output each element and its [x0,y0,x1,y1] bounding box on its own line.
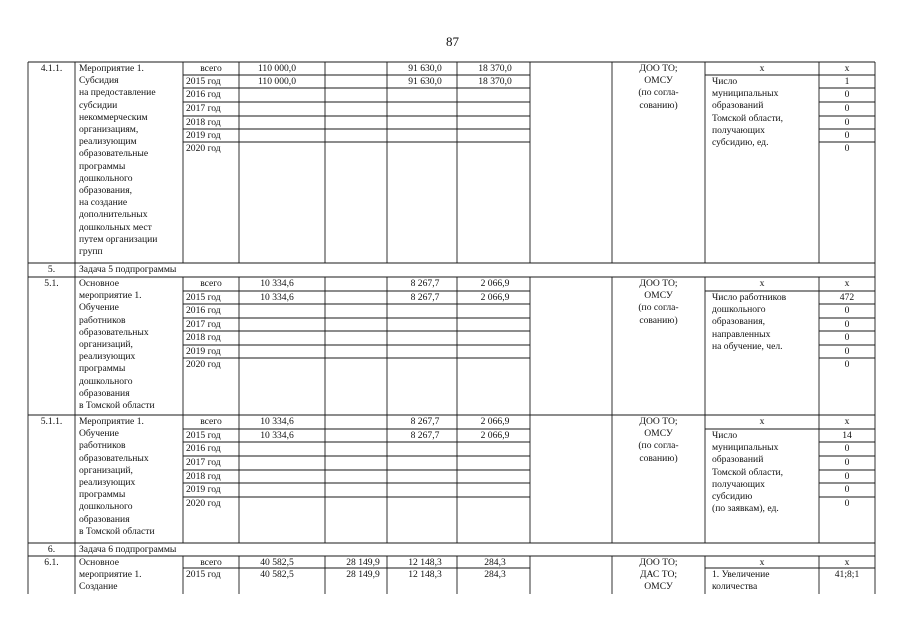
period-label: всего [200,277,222,289]
indicator-value: 1 [844,75,850,87]
indicator-line: дошкольного [712,304,766,316]
indicator-value: 0 [844,318,850,330]
executor-line: ОМСУ [644,75,673,87]
indicator-line: муниципальных [712,442,779,454]
indicator-value: x [844,277,850,289]
event-name-line: образования [79,513,130,525]
indicator-line: получающих [712,124,765,136]
indicator-value: 0 [844,88,850,100]
amount-total: 110 000,0 [257,62,297,74]
row-number: 5.1. [44,278,59,289]
indicator-line: муниципальных [712,88,779,100]
indicator-value: 0 [844,470,850,482]
row-number: 4.1.1. [40,63,63,74]
executor-line: ДОО ТО; [639,557,678,568]
event-name-line: программы [79,489,126,501]
indicator-value: x [844,62,850,74]
executor-line: (по согла- [638,87,679,99]
event-name-line: организаций, [79,339,133,350]
period-label: 2020 год [186,497,221,509]
event-name-line: путем организации [79,233,158,245]
indicator-value: 0 [844,358,850,370]
indicator-line: Число [712,430,738,441]
indicator-value: 0 [844,102,850,114]
amount-local: 2 066,9 [480,291,510,303]
event-name-line: в Томской области [79,525,155,537]
indicator-line: Число [712,76,738,87]
event-name-line: образовательных [79,452,149,464]
amount-regional: 91 630,0 [408,75,442,87]
period-label: всего [200,556,222,568]
executor-line: сованию) [639,99,678,111]
event-name-line: образования, [79,185,133,196]
event-name-line: Создание [79,581,118,593]
event-name-line: образования [79,387,130,399]
indicator-value: 0 [844,483,850,495]
row-number: 5.1.1. [40,416,63,427]
event-name-line: реализующих [79,477,136,488]
page-number: 87 [446,34,459,49]
indicator-value: 0 [844,497,850,509]
event-name-line: Основное [79,278,119,289]
row-number: 6.1. [44,557,59,568]
period-label: 2015 год [186,75,221,87]
event-name-line: программы [79,160,126,172]
event-name-line: Мероприятие 1. [79,63,144,74]
event-name-line: дошкольного [79,501,133,513]
indicator-line: 1. Увеличение [712,569,770,580]
amount-regional: 12 148,3 [408,556,442,568]
period-label: 2016 год [186,304,221,316]
event-name-line: мероприятие 1. [79,290,142,302]
period-label: 2017 год [186,318,221,330]
event-name-line: реализующих [79,351,136,363]
executor-line: сованию) [639,452,678,464]
period-label: 2017 год [186,102,221,114]
executor-line: (по согла- [638,302,679,314]
amount-total: 10 334,6 [260,415,294,427]
indicator-placeholder: x [759,62,765,74]
event-name-line: на создание [79,197,128,209]
indicator-line: Томской области, [712,466,784,478]
event-name-line: реализующим [79,136,137,148]
amount-local: 18 370,0 [478,62,512,74]
event-name-line: субсидии [79,99,118,111]
period-label: 2016 год [186,88,221,100]
indicator-value: x [844,556,850,568]
indicator-line: получающих [712,478,765,490]
executor-line: сованию) [639,314,678,326]
amount-total: 40 582,5 [260,556,294,568]
indicator-value: 0 [844,129,850,141]
period-label: 2018 год [186,331,221,343]
period-label: 2017 год [186,456,221,468]
amount-regional: 91 630,0 [408,62,442,74]
event-name-line: работников [79,440,126,452]
amount-regional: 12 148,3 [408,568,442,580]
event-name-line: Обучение [79,302,119,314]
amount-regional: 8 267,7 [410,277,440,289]
period-label: 2015 год [186,568,221,580]
indicator-placeholder: x [759,415,765,427]
period-label: 2016 год [186,442,221,454]
period-label: 2019 год [186,129,221,141]
indicator-line: образований [712,100,764,112]
event-name-line: организациям, [79,124,139,135]
indicator-line: (по заявкам), ед. [712,503,779,515]
event-name-line: образовательных [79,326,149,338]
event-name-line: Мероприятие 1. [79,416,144,427]
amount-local: 2 066,9 [480,277,510,289]
task-number: 6. [47,544,56,555]
executor-line: ОМСУ [644,428,673,440]
task-label: Задача 5 подпрограммы [79,264,177,275]
executor-line: ДАС ТО; [639,569,678,581]
indicator-line: на обучение, чел. [712,340,783,352]
event-name-line: программы [79,363,126,375]
indicator-line: образования, [712,316,766,328]
amount-regional: 8 267,7 [410,429,440,441]
event-name-line: групп [79,246,103,257]
executor-line: (по согла- [638,440,679,452]
amount-local: 2 066,9 [480,429,510,441]
amount-total: 10 334,6 [260,277,294,289]
indicator-value: 0 [844,142,850,154]
period-label: 2019 год [186,345,221,357]
indicator-line: Число работников [712,292,787,303]
event-name-line: Обучение [79,428,119,440]
task-label: Задача 6 подпрограммы [79,544,177,555]
executor-line: ДОО ТО; [639,63,678,74]
event-name-line: Субсидия [79,75,119,87]
amount-local: 2 066,9 [480,415,510,427]
event-name-line: организаций, [79,464,133,476]
amount-total: 10 334,6 [260,291,294,303]
event-name-line: мероприятие 1. [79,569,142,581]
indicator-value: 0 [844,116,850,128]
executor-line: ДОО ТО; [639,416,678,427]
event-name-line: образовательные [79,148,149,160]
amount-regional: 8 267,7 [410,415,440,427]
period-label: 2018 год [186,470,221,482]
event-name-line: на предоставление [79,87,156,99]
indicator-placeholder: x [759,556,765,568]
indicator-line: образований [712,454,764,466]
amount-total: 10 334,6 [260,429,294,441]
indicator-value: 0 [844,345,850,357]
indicator-line: субсидию [712,491,753,502]
executor-line: ДОО ТО; [639,278,678,289]
amount-local: 284,3 [484,568,506,580]
indicator-value: 472 [839,291,855,303]
period-label: 2018 год [186,116,221,128]
indicator-value: 14 [842,429,852,441]
event-name-line: работников [79,314,126,326]
indicator-value: x [844,415,850,427]
indicator-value: 0 [844,442,850,454]
indicator-line: направленных [712,328,771,340]
event-name-line: Основное [79,557,119,568]
indicator-line: Томской области, [712,112,784,124]
indicator-value: 0 [844,456,850,468]
event-name-line: дошкольного [79,375,133,387]
period-label: 2015 год [186,429,221,441]
amount-local: 284,3 [484,556,506,568]
period-label: 2015 год [186,291,221,303]
indicator-placeholder: x [759,277,765,289]
period-label: всего [200,415,222,427]
indicator-line: субсидию, ед. [712,137,769,148]
period-label: 2020 год [186,142,221,154]
amount-federal: 28 149,9 [346,556,380,568]
executor-line: ОМСУ [644,581,673,593]
event-name-line: некоммерческим [79,111,148,123]
indicator-value: 0 [844,331,850,343]
indicator-value: 41;8;1 [834,568,860,580]
task-number: 5. [47,264,56,275]
event-name-line: дошкольных мест [79,221,152,233]
amount-local: 18 370,0 [478,75,512,87]
executor-line: ОМСУ [644,290,673,302]
amount-federal: 28 149,9 [346,568,380,580]
indicator-value: 0 [844,304,850,316]
event-name-line: дошкольного [79,172,133,184]
period-label: всего [200,62,222,74]
event-name-line: дополнительных [79,209,148,221]
amount-regional: 8 267,7 [410,291,440,303]
amount-total: 110 000,0 [257,75,297,87]
period-label: 2019 год [186,483,221,495]
indicator-line: количества [712,581,758,593]
amount-total: 40 582,5 [260,568,294,580]
event-name-line: в Томской области [79,400,155,411]
period-label: 2020 год [186,358,221,370]
